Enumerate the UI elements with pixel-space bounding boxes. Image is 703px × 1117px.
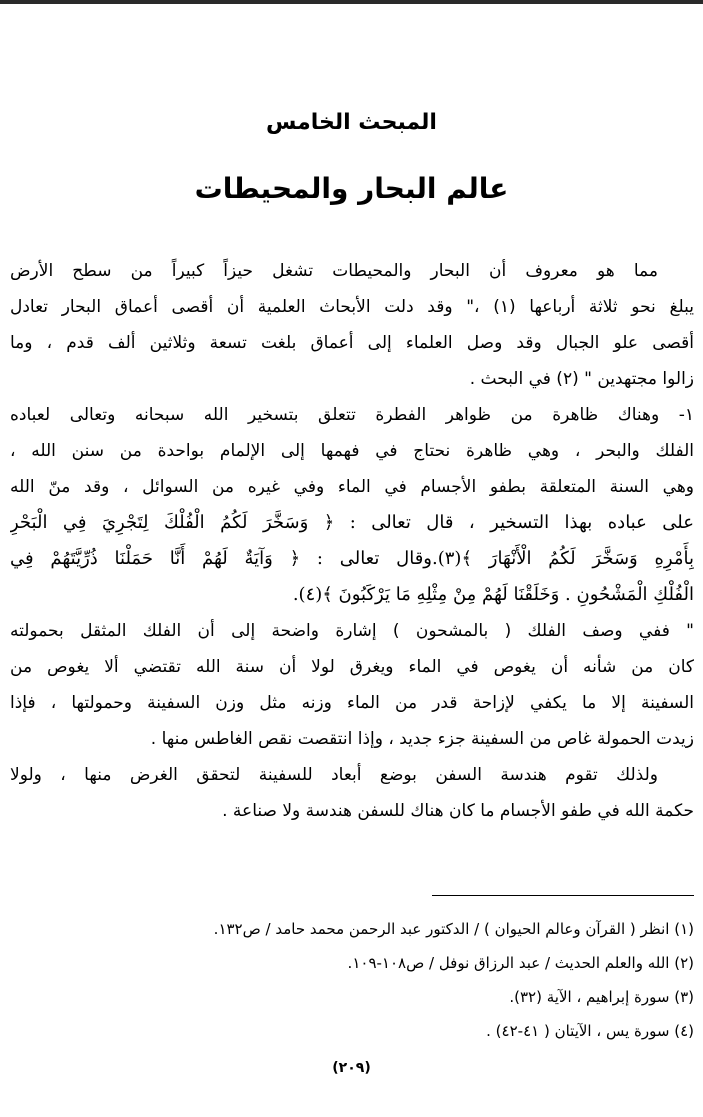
body-line: كان من شأنه أن يغوص في الماء ويغرق لولا أن سنة الله تقتضي ألا يغوص من xyxy=(10,657,694,677)
body-line: " ففي وصف الفلك ( بالمشحون ) إشارة واضحة إلى أن الفلك المثقل بحمولته xyxy=(10,621,694,641)
footnote: (٣) سورة إبراهيم ، الآية (٣٢). xyxy=(509,988,694,1006)
body-line: مما هو معروف أن البحار والمحيطات تشغل حيزاً كبيراً من سطح الأرض xyxy=(10,261,658,281)
footnotes xyxy=(10,912,694,1048)
body-text xyxy=(10,253,694,829)
footnote: (٢) الله والعلم الحديث / عبد الرزاق نوفل / ص١٠٨-١٠٩. xyxy=(347,954,694,972)
body-line: بِأَمْرِهِ وَسَخَّرَ لَكُمُ الْأَنْهَارَ ﴾(٣).وقال تعالى : ﴿ وَآيَةٌ لَهُمْ أَنَّا حَمَلْنَا ذُرِّيَّتَهُمْ فِي xyxy=(10,548,694,569)
body-line: زيدت الحمولة غاص من السفينة جزء جديد ، وإذا انتقصت نقص الغاطس منها . xyxy=(150,729,694,749)
footnote-divider xyxy=(432,895,694,896)
body-line: السفينة إلا ما يكفي لإزاحة قدر من الماء وزنه مثل وزن السفينة وحمولتها ، فإذا xyxy=(10,693,694,713)
body-line: ولذلك تقوم هندسة السفن بوضع أبعاد للسفينة لتحقق الغرض منها ، ولولا xyxy=(10,765,658,785)
body-line: حكمة الله في طفو الأجسام ما كان هناك للسفن هندسة ولا صناعة . xyxy=(222,801,694,821)
section-heading: المبحث الخامس xyxy=(266,110,437,135)
body-line: أقصى علو الجبال وقد وصل العلماء إلى أعماق بلغت تسعة وثلاثين ألف قدم ، وما xyxy=(10,333,694,353)
body-line: الْفُلْكِ الْمَشْحُونِ . وَخَلَقْنَا لَهُمْ مِنْ مِثْلِهِ مَا يَرْكَبُونَ ﴾(٤). xyxy=(292,584,694,605)
body-line: يبلغ نحو ثلاثة أرباعها (١) ،" وقد دلت الأبحاث العلمية أن أقصى أعماق البحار تعادل xyxy=(10,297,694,317)
footnote: (١) انظر ( القرآن وعالم الحيوان ) / الدكتور عبد الرحمن محمد حامد / ص١٣٢. xyxy=(213,920,694,938)
body-line: الفلك والبحر ، وهي ظاهرة نحتاج في فهمها إلى الإلمام بواحدة من سنن الله ، xyxy=(10,441,694,461)
page-title: عالم البحار والمحيطات xyxy=(194,172,509,205)
body-line: وهي السنة المتعلقة بطفو الأجسام في الماء وفي غيره من السوائل ، وقد منّ الله xyxy=(10,477,694,497)
body-line: ١- وهناك ظاهرة من ظواهر الفطرة تتعلق بتسخير الله سبحانه وتعالى لعباده xyxy=(10,405,694,425)
body-line: على عباده بهذا التسخير ، قال تعالى : ﴿ وَسَخَّرَ لَكُمُ الْفُلْكَ لِتَجْرِيَ فِي الْبَحْرِ xyxy=(10,512,694,533)
scan-top-edge xyxy=(0,0,703,4)
page-number: (٢٠٩) xyxy=(332,1060,371,1076)
footnote: (٤) سورة يس ، الآيتان ( ٤١-٤٢) . xyxy=(486,1022,694,1040)
body-line: زالوا مجتهدين " (٢) في البحث . xyxy=(469,369,694,389)
